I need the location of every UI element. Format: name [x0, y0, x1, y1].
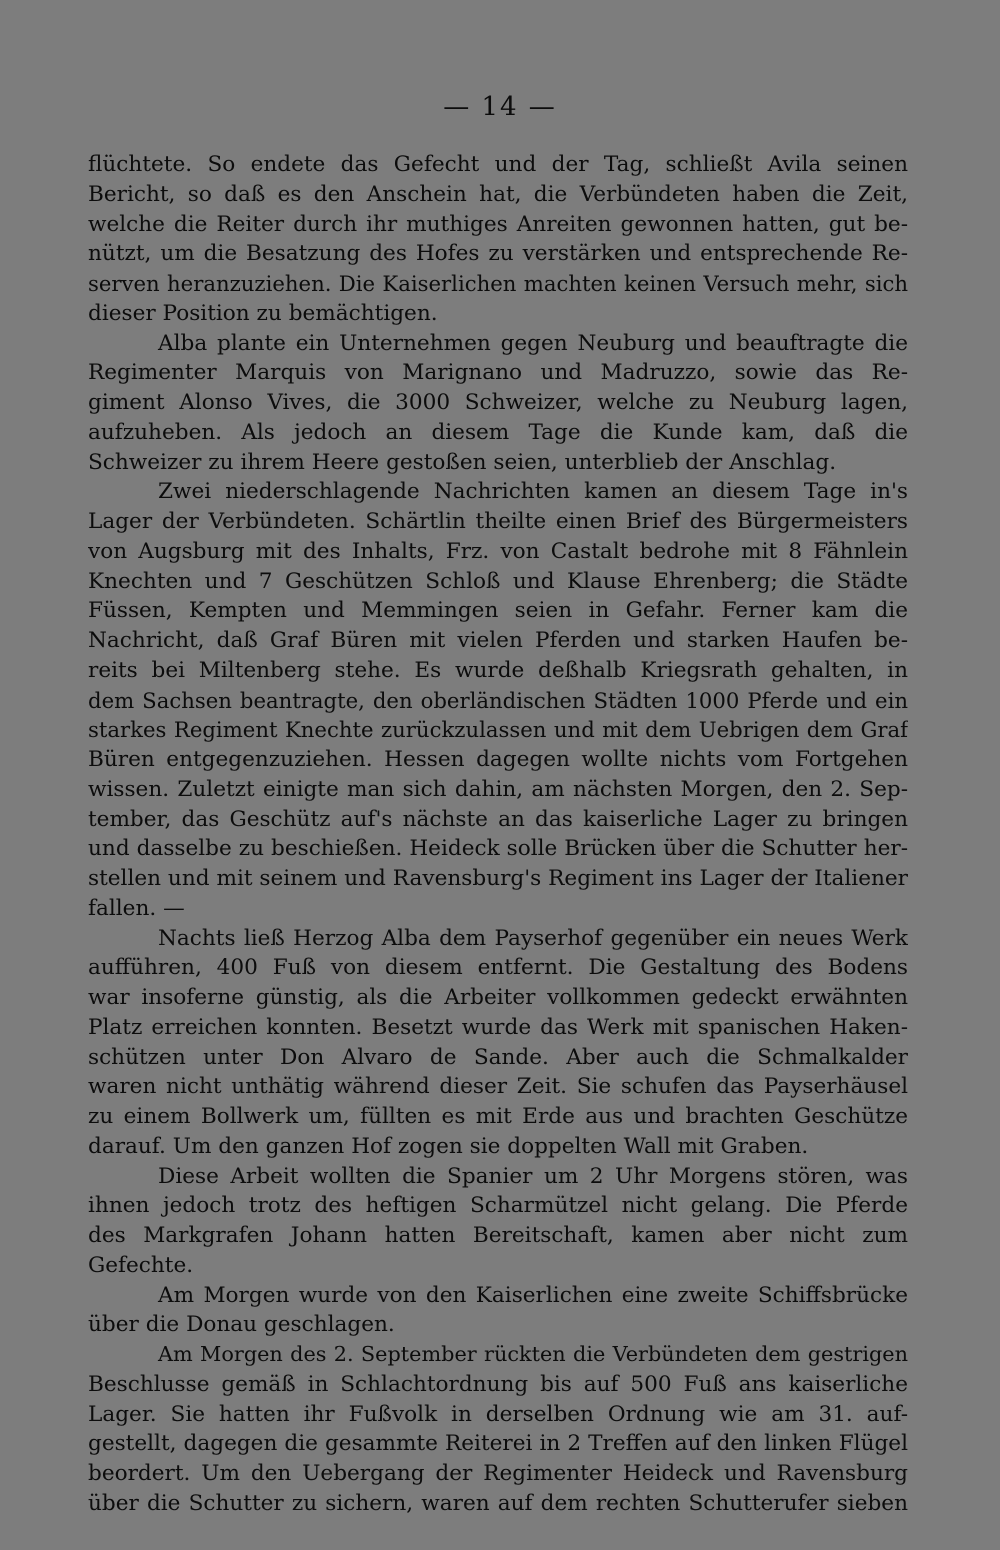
text-line: Schweizer zu ihrem Heere gestoßen seien, unterblieb der Anschlag.	[88, 449, 837, 475]
text-line: ihnen jedoch trotz des heftigen Scharmützel nicht gelang. Die Pferde	[88, 1193, 908, 1219]
text-line: stellen und mit seinem und Ravensburg's Regiment ins Lager der Italiener	[88, 866, 908, 891]
text-line: dem Sachsen beantragte, den oberländischen Städten 1000 Pferde und ein	[88, 687, 908, 713]
text-line: aufführen, 400 Fuß von diesem entfernt. Die Gestaltung des Bodens	[88, 955, 908, 981]
text-line: Am Morgen des 2. September rückten die Verbündeten dem gestrigen	[158, 1342, 908, 1366]
page-number: — 14 —	[443, 92, 557, 122]
text-line: nützt, um die Besatzung des Hofes zu verstärken und entsprechende Re-	[88, 241, 908, 267]
text-line: über die Donau geschlagen.	[88, 1312, 395, 1338]
text-line: Platz erreichen konnten. Besetzt wurde das Werk mit spanischen Haken-	[88, 1014, 908, 1040]
text-line: Zwei niederschlagende Nachrichten kamen an diesem Tage in's	[158, 479, 908, 505]
text-line: darauf. Um den ganzen Hof zogen sie doppelten Wall mit Graben.	[88, 1133, 809, 1159]
text-line: Nachts ließ Herzog Alba dem Payserhof gegenüber ein neues Werk	[158, 925, 908, 951]
text-line: serven heranzuziehen. Die Kaiserlichen machten keinen Versuch mehr, sich	[88, 271, 908, 296]
text-line: wissen. Zuletzt einigte man sich dahin, am nächsten Morgen, den 2. Sep-	[88, 776, 908, 802]
text-line: Am Morgen wurde von den Kaiserlichen eine zweite Schiffsbrücke	[158, 1282, 908, 1308]
text-line: flüchtete. So endete das Gefecht und der Tag, schließt Avila seinen	[88, 152, 908, 177]
text-line: über die Schutter zu sichern, waren auf dem rechten Schutterufer sieben	[88, 1490, 908, 1516]
text-line: giment Alonso Vives, die 3000 Schweizer, welche zu Neuburg lagen,	[88, 390, 908, 415]
text-line: Diese Arbeit wollten die Spanier um 2 Uhr Morgens stören, was	[158, 1163, 908, 1189]
text-line: beordert. Um den Uebergang der Regimenter Heideck und Ravensburg	[88, 1461, 908, 1486]
text-line: des Markgrafen Johann hatten Bereitschaft, kamen aber nicht zum	[88, 1223, 908, 1248]
text-line: welche die Reiter durch ihr muthiges Anreiten gewonnen hatten, gut be-	[88, 211, 908, 237]
text-line: von Augsburg mit des Inhalts, Frz. von Castalt bedrohe mit 8 Fähnlein	[88, 538, 908, 564]
text-line: Lager der Verbündeten. Schärtlin theilte einen Brief des Bürgermeisters	[88, 509, 908, 534]
text-line: Bericht, so daß es den Anschein hat, die Verbündeten haben die Zeit,	[88, 181, 908, 207]
text-line: tember, das Geschütz auf's nächste an das kaiserliche Lager zu bringen	[88, 806, 908, 832]
body-text	[88, 150, 908, 1519]
text-line: zu einem Bollwerk um, füllten es mit Erde aus und brachten Geschütze	[88, 1104, 908, 1129]
text-line: Lager. Sie hatten ihr Fußvolk in derselben Ordnung wie am 31. auf-	[88, 1401, 908, 1427]
text-line: Büren entgegenzuziehen. Hessen dagegen wollte nichts vom Fortgehen	[88, 747, 908, 772]
text-line: Knechten und 7 Geschützen Schloß und Klause Ehrenberg; die Städte	[88, 568, 908, 594]
text-line: und dasselbe zu beschießen. Heideck solle Brücken über die Schutter her-	[88, 836, 908, 862]
text-line: Gefechte.	[88, 1252, 194, 1278]
text-line: gestellt, dagegen die gesammte Reiterei in 2 Treffen auf den linken Flügel	[88, 1431, 908, 1457]
text-line: starkes Regiment Knechte zurückzulassen und mit dem Uebrigen dem Graf	[88, 717, 908, 743]
text-line: Regimenter Marquis von Marignano und Madruzzo, sowie das Re-	[88, 360, 908, 386]
text-line: Nachricht, daß Graf Büren mit vielen Pferden und starken Haufen be-	[88, 628, 908, 653]
text-line: Alba plante ein Unternehmen gegen Neuburg und beauftragte die	[158, 330, 908, 356]
text-line: reits bei Miltenberg stehe. Es wurde deßhalb Kriegsrath gehalten, in	[88, 657, 908, 683]
text-line: waren nicht unthätig während dieser Zeit. Sie schufen das Payserhäusel	[88, 1074, 908, 1100]
text-line: war insoferne günstig, als die Arbeiter vollkommen gedeckt erwähnten	[88, 985, 908, 1010]
text-line: fallen. —	[88, 895, 185, 921]
text-line: schützen unter Don Alvaro de Sande. Aber auch die Schmalkalder	[88, 1044, 908, 1070]
text-line: aufzuheben. Als jedoch an diesem Tage die Kunde kam, daß die	[88, 419, 908, 445]
text-line: Beschlusse gemäß in Schlachtordnung bis auf 500 Fuß ans kaiserliche	[88, 1371, 908, 1397]
text-line: dieser Position zu bemächtigen.	[88, 300, 438, 326]
text-line: Füssen, Kempten und Memmingen seien in Gefahr. Ferner kam die	[88, 598, 908, 624]
